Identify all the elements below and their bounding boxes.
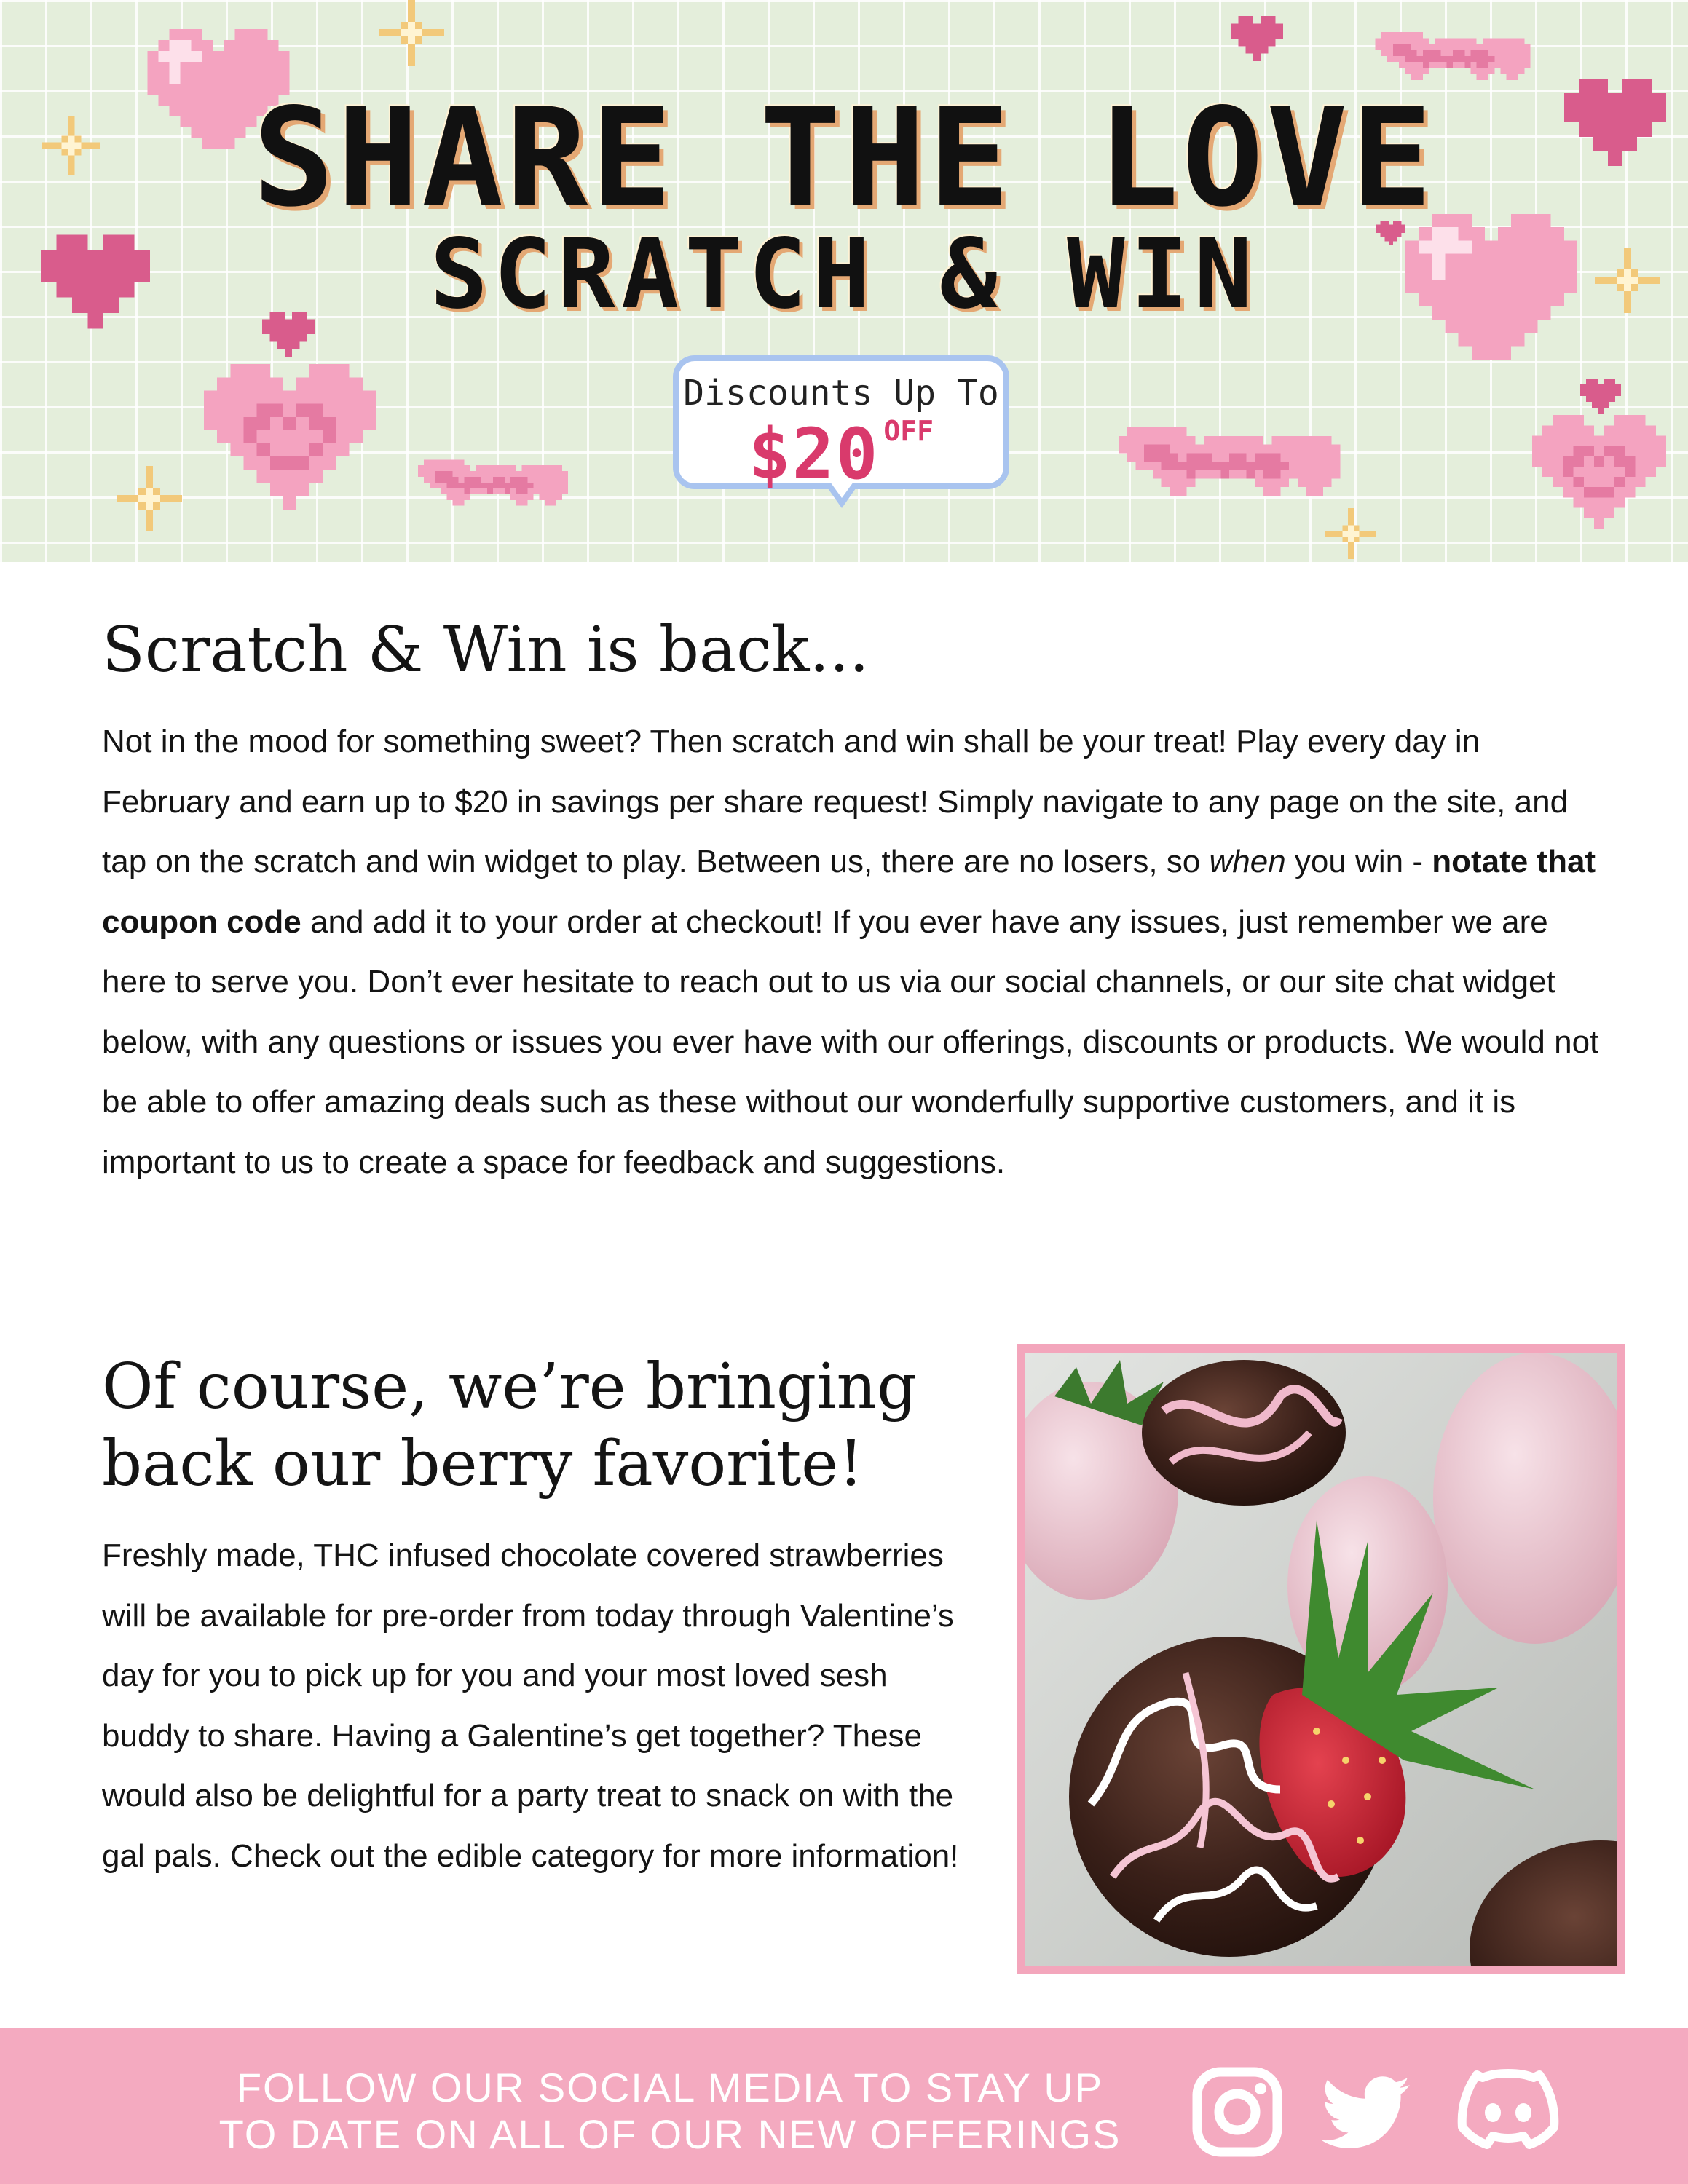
heart-icon [1119,418,1349,505]
paragraph-text: Not in the mood for something sweet? Then scratch and win shall be your treat! Play every day in February and earn up to $20 in savings per share request! Simply navigate to any page on the site, and tap on the scratch and win widget to play. Between us, there are no losers, so [102,724,1569,879]
strawberries-paragraph: Freshly made, THC infused chocolate covered strawberries will be available for pre-order from today through Valentine’s day for you to pick up for you and your most loved sesh buddy to share. Having a Galentine’s get together? These would also be delightful for a party treat to snack on with the gal pals. Check out the edible category for more information! [102,1538,959,1874]
footer-line: FOLLOW OUR SOCIAL MEDIA TO STAY UP [236,2065,1104,2110]
badge-amount: $20 [748,414,880,495]
section-heading-berry-favorite [102,1348,976,1503]
sparkle-icon [379,0,444,66]
discord-icon[interactable] [1454,2065,1563,2159]
heart-icon [418,453,574,513]
banner-title: SHARE THE LOVE [253,79,1435,237]
emphasis-when: when [1209,844,1286,879]
scratch-win-paragraph [102,712,1602,1192]
chocolate-strawberries-photo [1025,1353,1617,1966]
banner [0,0,1688,562]
section-heading-scratch-win: Scratch & Win is back... [102,614,869,687]
badge-off: OFF [883,415,934,447]
instagram-icon[interactable] [1190,2065,1285,2159]
heart-icon [204,364,376,510]
heading-line: back our berry favorite! [102,1428,864,1500]
heart-icon [1580,379,1621,414]
discount-badge [673,355,1009,495]
banner-subtitle: SCRATCH & WIN [430,218,1258,331]
strawberry-photo-frame [1017,1344,1625,1974]
sparkle-icon [117,466,182,531]
badge-tail-inner [830,482,853,498]
footer-line: TO DATE ON ALL OF OUR NEW OFFERINGS [218,2111,1121,2157]
badge-text: Discounts Up To [683,373,999,414]
heart-icon [1532,412,1666,531]
sparkle-icon [1325,508,1376,559]
twitter-icon[interactable] [1320,2065,1414,2159]
heart-icon [1375,26,1537,86]
footer-follow-text [167,2065,1172,2158]
paragraph-text: you win - [1285,844,1432,879]
bold-coupon-instruction: notate that coupon code [102,844,1596,940]
paragraph-text: and add it to your order at checkout! If you ever have any issues, just remember we are here to serve you. Don’t ever hesitate to reach out to us via our social channels, or our site chat widget below, with any questions or issues you ever have with our offerings, discounts or products. We would not be able to offer amazing deals such as these without our wonderfully supportive customers, and it is important to us to create a space for feedback and suggestions. [102,903,1599,1180]
heart-icon [1231,16,1283,61]
heading-line: Of course, we’re bringing [102,1350,918,1423]
